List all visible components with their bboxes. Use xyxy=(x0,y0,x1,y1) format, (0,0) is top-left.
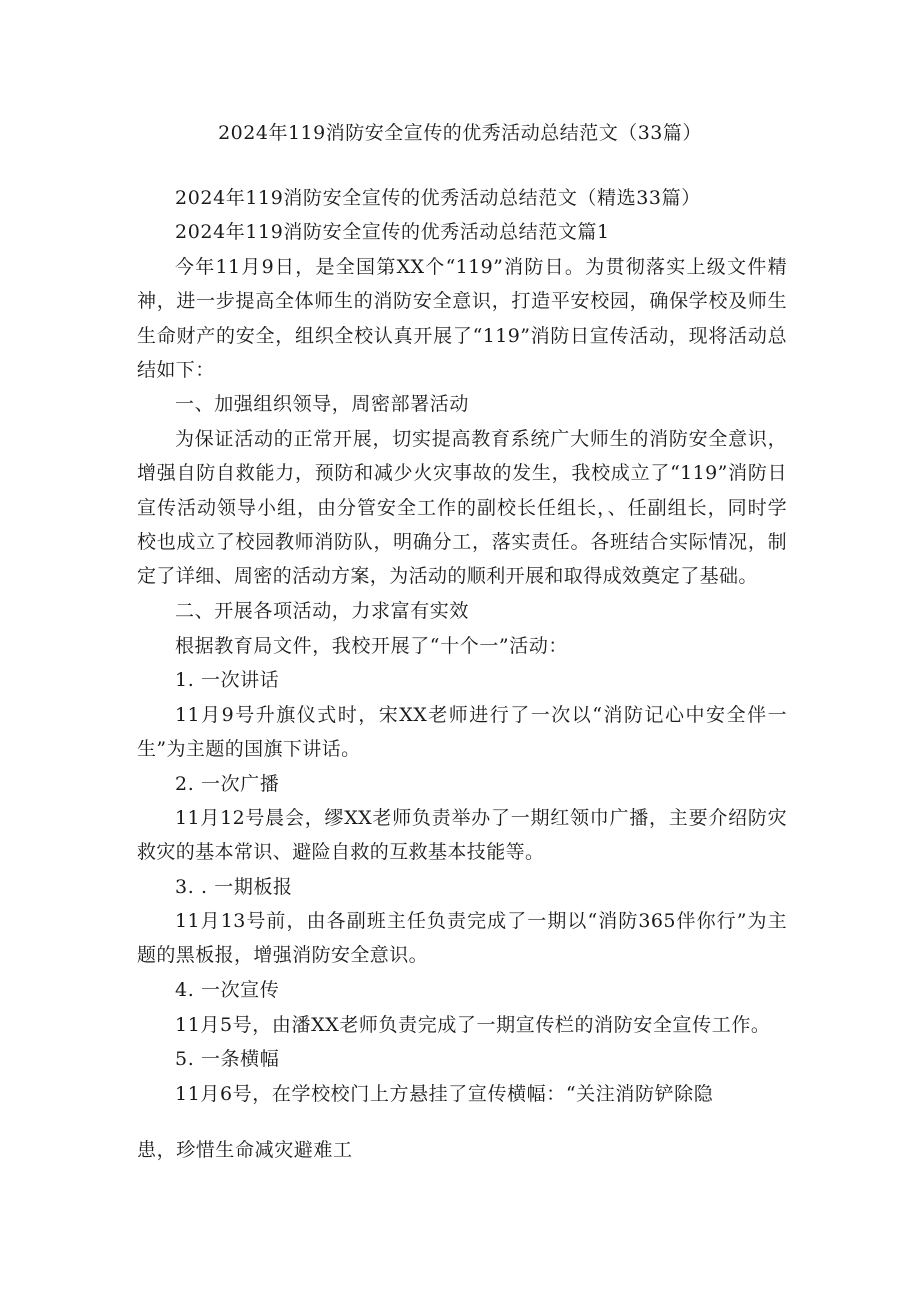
item-3-body: 11月13号前，由各副班主任负责完成了一期以“消防365伴你行”为主题的黑板报，增强消防安全意识。 xyxy=(137,910,787,967)
item-3-heading: 3. . 一期板报 xyxy=(175,876,293,898)
document-title: 2024年119消防安全宣传的优秀活动总结范文（33篇） xyxy=(218,122,702,144)
section-2-intro: 根据教育局文件，我校开展了“十个一”活动： xyxy=(175,635,569,657)
chapter-heading: 2024年119消防安全宣传的优秀活动总结范文篇1 xyxy=(175,221,610,243)
intro-paragraph: 今年11月9日，是全国第XX个“119”消防日。为贯彻落实上级文件精神，进一步提高全体师生的消防安全意识，打造平安校园，确保学校及师生生命财产的安全，组织全校认真开展了“119”消防日宣传活动，现将活动总结如下： xyxy=(137,256,787,381)
item-4-heading: 4. 一次宣传 xyxy=(175,979,280,1001)
item-5-heading: 5. 一条横幅 xyxy=(175,1048,280,1070)
item-2-body: 11月12号晨会，缪XX老师负责举办了一期红领巾广播，主要介绍防灾救灾的基本常识、避险自救的互救基本技能等。 xyxy=(137,807,787,864)
item-1-body-line xyxy=(137,698,787,767)
item-5-body: 11月6号，在学校校门上方悬挂了宣传横幅：“关注消防铲除隐 xyxy=(175,1083,714,1105)
section-2-heading: 二、开展各项活动，力求富有实效 xyxy=(175,600,470,622)
item-2-heading: 2. 一次广播 xyxy=(175,773,280,795)
section-1-heading: 一、加强组织领导，周密部署活动 xyxy=(175,393,470,415)
item-4-body: 11月5号，由潘XX老师负责完成了一期宣传栏的消防安全宣传工作。 xyxy=(175,1014,771,1036)
section-1-body: 为保证活动的正常开展，切实提高教育系统广大师生的消防安全意识，增强自防自救能力，预防和减少火灾事故的发生，我校成立了“119”消防日宣传活动领导小组，由分管安全工作的副校长任组长，、任副组长，同时学校也成立了校园教师消防队，明确分工，落实责任。各班结合实际情况，制定了详细、周密的活动方案，为活动的顺利开展和取得成效奠定了基础。 xyxy=(137,428,787,588)
item-1-body: 11月9号升旗仪式时，宋XX老师进行了一次以“消防记心中安全伴一生”为主题的国旗下讲话。 xyxy=(137,704,787,761)
item-5-continuation: 患，珍惜生命减灾避难工 xyxy=(137,1139,353,1161)
document-subtitle: 2024年119消防安全宣传的优秀活动总结范文（精选33篇） xyxy=(175,187,701,209)
item-1-heading: 1. 一次讲话 xyxy=(175,669,280,691)
